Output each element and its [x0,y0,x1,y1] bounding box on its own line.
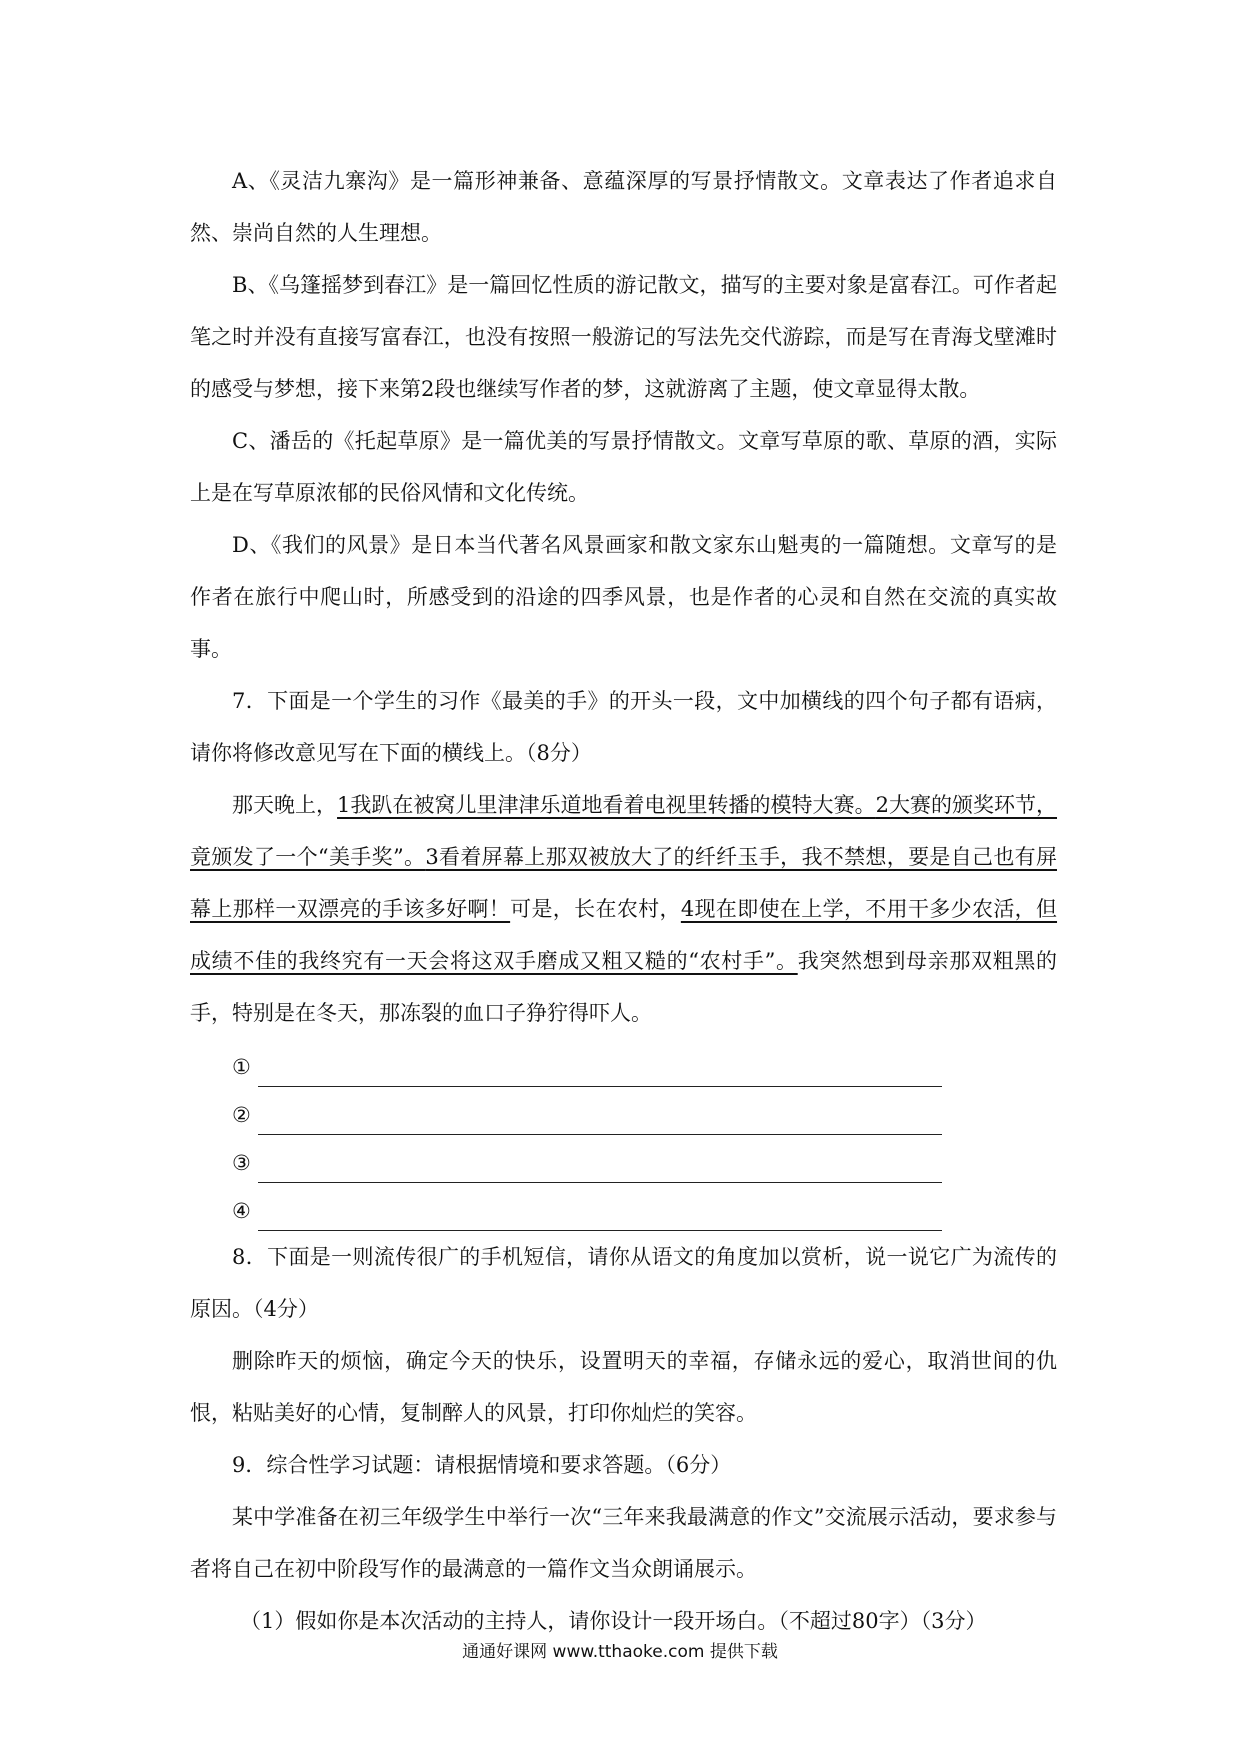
answer-line-4[interactable] [232,1183,942,1231]
option-d: D、《我们的风景》是日本当代著名风景画家和散文家东山魁夷的一篇随想。文章写的是作者在旅行中爬山时，所感受到的沿途的四季风景，也是作者的心灵和自然在交流的真实故事。 [190,533,1057,661]
answer-blank[interactable] [258,1154,942,1183]
option-c: C、潘岳的《托起草原》是一篇优美的写景抒情散文。文章写草原的歌、草原的酒，实际上是在写草原浓郁的民俗风情和文化传统。 [190,429,1057,505]
answer-lines [190,1039,1057,1231]
question-8: 8．下面是一则流传很广的手机短信，请你从语文的角度加以赏析，说一说它广为流传的原因。（4分） [190,1245,1057,1321]
underlined-sentence-2: 2大赛的颁奖环节，竟颁发了一个“美手奖”。 [190,793,1058,869]
answer-blank[interactable] [258,1202,942,1231]
passage-tail: 我突然想到母亲那双粗黑的手，特别是在冬天，那冻裂的血口子狰狞得吓人。 [190,949,1057,1025]
answer-line-2[interactable] [232,1087,942,1135]
underlined-sentence-4: 4现在即使在上学，不用干多少农活，但成绩不佳的我终究有一天会将这双手磨成又粗又糙的“农村手”。 [190,897,1058,973]
underlined-sentence-1: 1我趴在被窝儿里津津乐道地看着电视里转播的模特大赛。 [337,793,876,817]
answer-line-3[interactable] [232,1135,942,1183]
question-9: 9．综合性学习试题：请根据情境和要求答题。（6分） [232,1453,732,1477]
answer-blank[interactable] [258,1106,942,1135]
answer-line-label: ① [232,1055,251,1079]
answer-line-1[interactable] [232,1039,942,1087]
option-a: A、《灵洁九寨沟》是一篇形神兼备、意蕴深厚的写景抒情散文。文章表达了作者追求自然、崇尚自然的人生理想。 [190,169,1057,245]
answer-line-label: ③ [232,1151,251,1175]
question-7: 7．下面是一个学生的习作《最美的手》的开头一段，文中加横线的四个句子都有语病，请你将修改意见写在下面的横线上。（8分） [190,689,1057,765]
question-9-context: 某中学准备在初三年级学生中举行一次“三年来我最满意的作文”交流展示活动，要求参与者将自己在初中阶段写作的最满意的一篇作文当众朗诵展示。 [190,1505,1057,1581]
passage-lead: 那天晚上， [232,793,338,817]
answer-line-label: ② [232,1103,251,1127]
question-9-part-1: （1）假如你是本次活动的主持人，请你设计一段开场白。（不超过80字）（3分） [240,1609,987,1633]
answer-line-label: ④ [232,1199,251,1223]
question-8-sms: 删除昨天的烦恼，确定今天的快乐，设置明天的幸福，存储永远的爱心，取消世间的仇恨，粘贴美好的心情，复制醉人的风景，打印你灿烂的笑容。 [190,1349,1057,1425]
page-footer: 通通好课网 www.tthaoke.com 提供下载 [462,1642,778,1662]
document-body [190,155,1057,1647]
option-b: B、《乌篷摇梦到春江》是一篇回忆性质的游记散文，描写的主要对象是富春江。可作者起笔之时并没有直接写富春江，也没有按照一般游记的写法先交代游踪，而是写在青海戈壁滩时的感受与梦想，接下来第2段也继续写作者的梦，这就游离了主题，使文章显得太散。 [190,273,1057,401]
answer-blank[interactable] [258,1058,942,1087]
passage-mid: 可是，长在农村， [510,897,681,921]
underlined-sentence-3: 3看着屏幕上那双被放大了的纤纤玉手，我不禁想，要是自己也有屏幕上那样一双漂亮的手该多好啊！ [190,845,1057,921]
question-7-passage [190,779,1057,1039]
